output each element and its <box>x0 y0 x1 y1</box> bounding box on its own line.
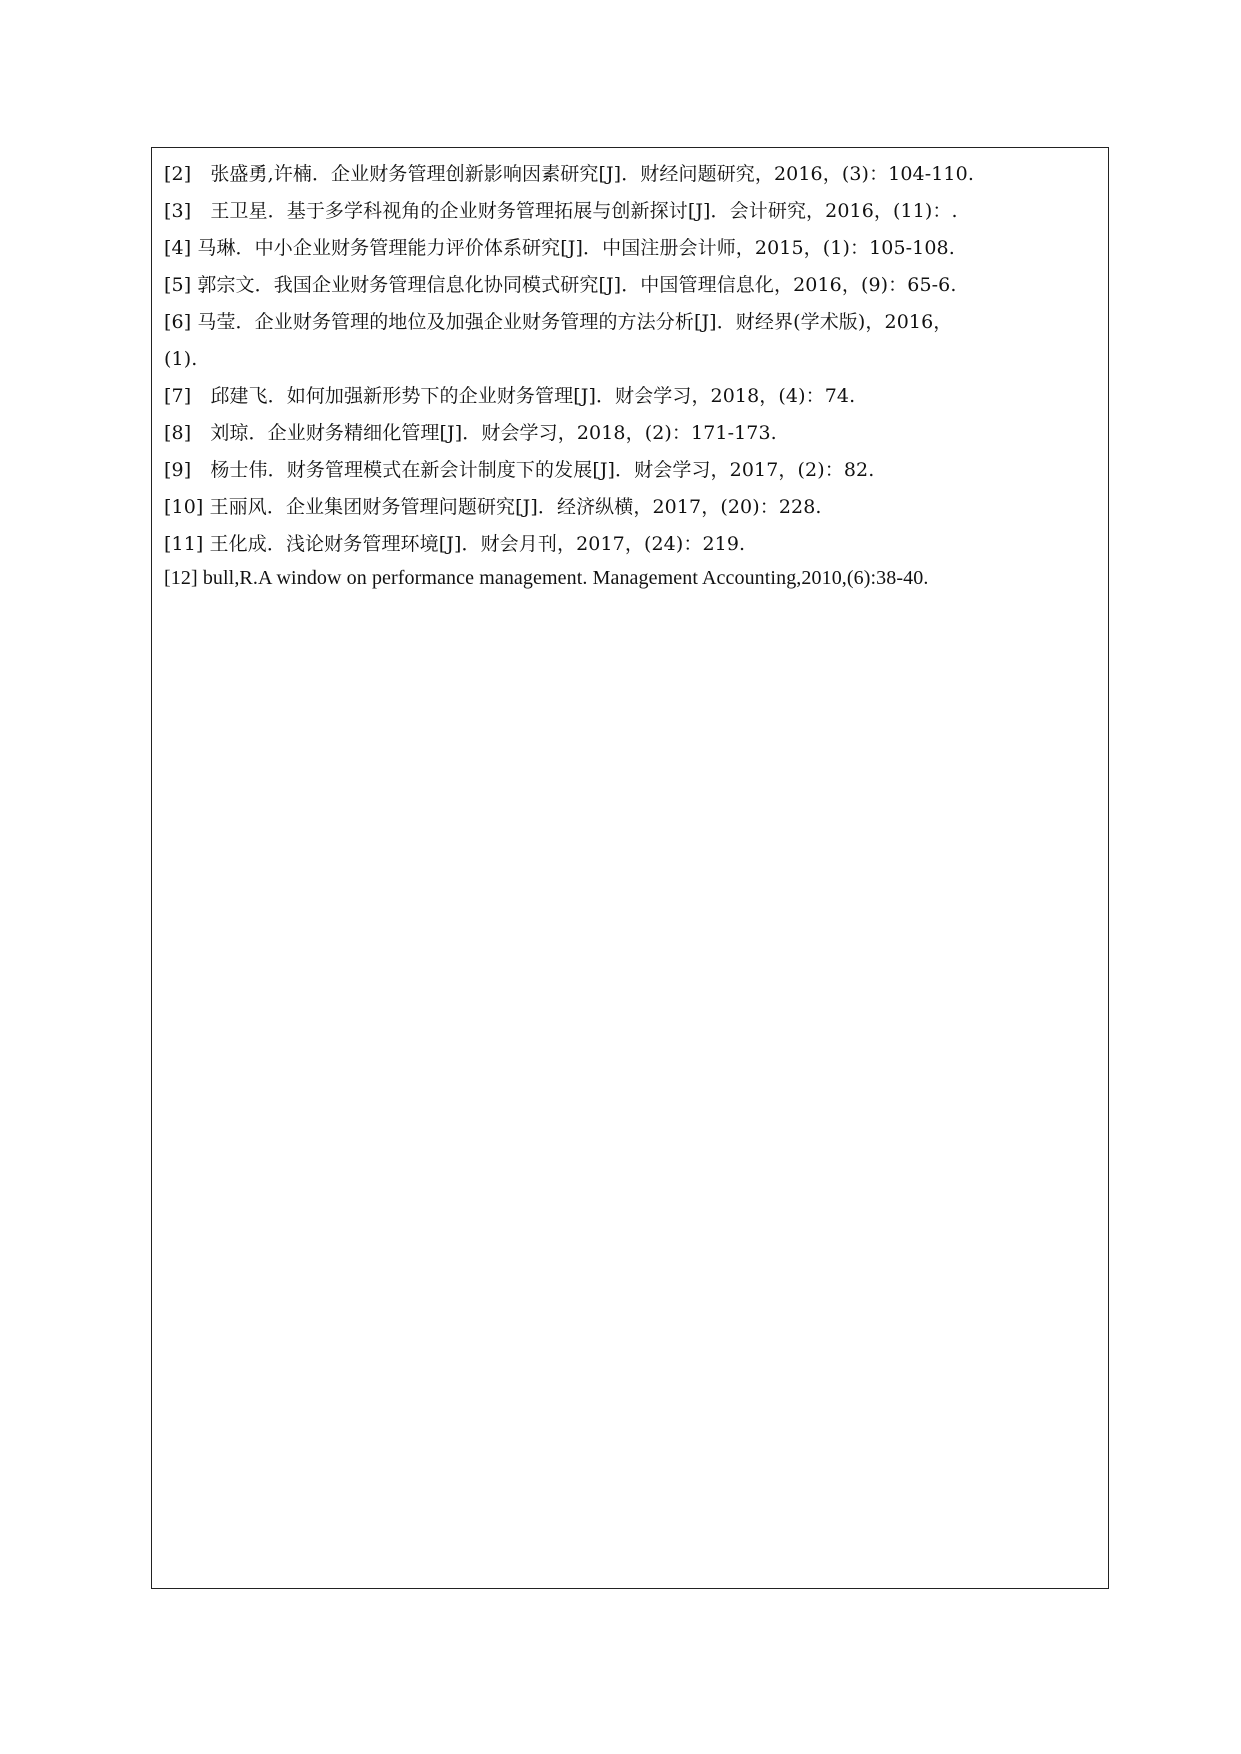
reference-table-frame <box>151 147 1109 1589</box>
reference-item-6: [6] 马莹．企业财务管理的地位及加强企业财务管理的方法分析[J]．财经界(学术版)，2016， <box>164 311 953 333</box>
reference-item-12: [12] bull,R.A window on performance management. Management Accounting,2010,(6):38-40. <box>164 567 929 589</box>
reference-item-11: [11] 王化成．浅论财务管理环境[J]．财会月刊，2017，(24)：219. <box>164 533 746 555</box>
reference-item-8: [8] 刘琼．企业财务精细化管理[J]．财会学习，2018，(2)：171-173. <box>164 422 777 444</box>
reference-item-5: [5] 郭宗文．我国企业财务管理信息化协同模式研究[J]．中国管理信息化，2016，(9)：65-6. <box>164 274 957 296</box>
reference-item-10: [10] 王丽风．企业集团财务管理问题研究[J]．经济纵横，2017，(20)：228. <box>164 496 822 518</box>
reference-item-3: [3] 王卫星．基于多学科视角的企业财务管理拓展与创新探讨[J]．会计研究，2016，(11)：. <box>164 200 958 222</box>
reference-item-9: [9] 杨士伟．财务管理模式在新会计制度下的发展[J]．财会学习，2017，(2)：82. <box>164 459 875 481</box>
reference-item-4: [4] 马琳．中小企业财务管理能力评价体系研究[J]．中国注册会计师，2015，(1)：105-108. <box>164 237 955 259</box>
reference-item-7: [7] 邱建飞．如何加强新形势下的企业财务管理[J]．财会学习，2018，(4)：74. <box>164 385 856 407</box>
reference-item-6-continuation: (1). <box>164 348 198 370</box>
reference-item-2: [2] 张盛勇,许楠．企业财务管理创新影响因素研究[J]．财经问题研究，2016，(3)：104-110. <box>164 163 974 185</box>
reference-list <box>164 156 1098 593</box>
